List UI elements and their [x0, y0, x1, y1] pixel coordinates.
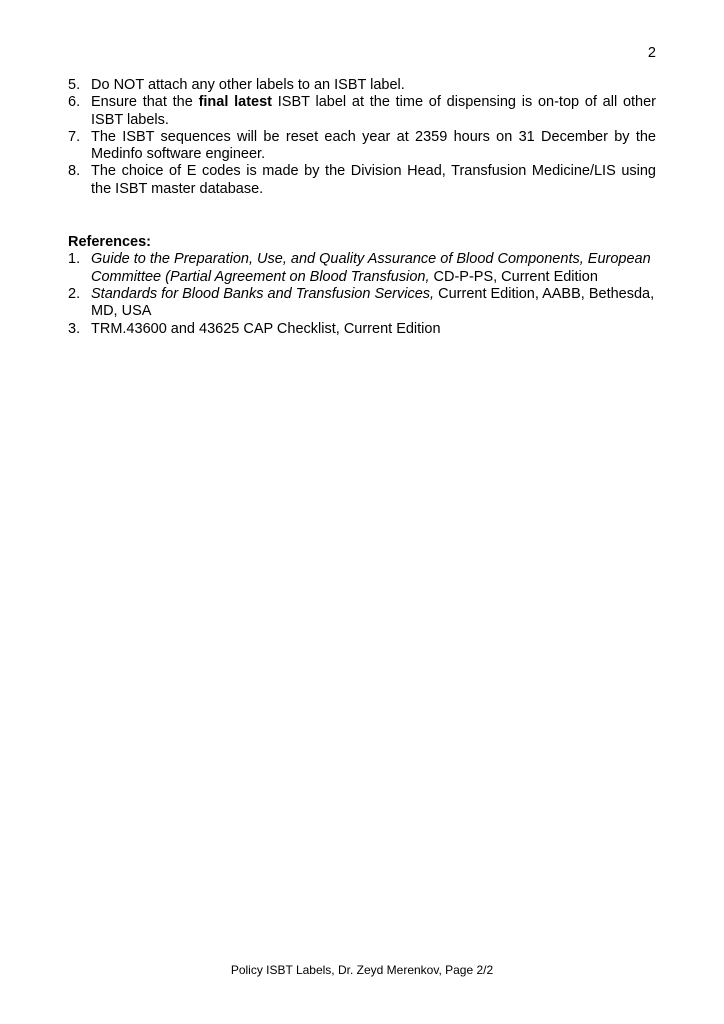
reference-title: Standards for Blood Banks and Transfusion Services,	[91, 285, 435, 302]
list-item	[68, 163, 656, 198]
list-item	[68, 77, 656, 94]
reference-title: Guide to the Preparation, Use, and Quality Assurance of Blood Components, European Committee (Partial Agreement on Blood Transfusion,	[91, 251, 651, 285]
page-number: 2	[647, 45, 656, 61]
reference-details: CD-P-PS, Current Edition	[429, 268, 598, 285]
reference-item	[68, 251, 656, 286]
reference-details: Current Edition, AABB, Bethesda, MD, USA	[91, 285, 655, 320]
page-footer: Policy ISBT Labels, Dr. Zeyd Merenkov, Page 2/2	[230, 963, 494, 977]
list-item-text	[91, 94, 656, 127]
reference-text: TRM.43600 and 43625 CAP Checklist, Current Edition	[91, 320, 441, 337]
references-heading: References:	[68, 234, 152, 251]
reference-number: 1.	[68, 251, 81, 268]
list-item-number: 5.	[68, 77, 81, 93]
list-item-number: 6.	[68, 94, 81, 111]
text-segment: Ensure that the	[91, 94, 199, 111]
reference-item	[68, 286, 656, 321]
list-item-text: The ISBT sequences will be reset each year at 2359 hours on 31 December by the Medinfo software engineer.	[91, 128, 656, 163]
list-item-text: Do NOT attach any other labels to an ISBT label.	[91, 77, 405, 93]
list-item-number: 8.	[68, 163, 81, 180]
procedure-list	[68, 77, 656, 198]
reference-number: 3.	[68, 320, 81, 337]
reference-text	[91, 286, 654, 319]
references-list	[68, 251, 656, 337]
list-item	[68, 94, 656, 129]
reference-text	[91, 251, 651, 284]
list-item-number: 7.	[68, 128, 81, 145]
list-item	[68, 129, 656, 164]
text-segment: ISBT label at the time of dispensing is on-top of all other ISBT labels.	[91, 94, 657, 128]
reference-item	[68, 321, 656, 338]
list-item-text: The choice of E codes is made by the Division Head, Transfusion Medicine/LIS using the ISBT master database.	[91, 163, 656, 197]
section-spacer	[68, 198, 656, 234]
document-body	[68, 77, 656, 338]
bold-emphasis: final latest	[198, 94, 273, 111]
reference-number: 2.	[68, 285, 81, 302]
